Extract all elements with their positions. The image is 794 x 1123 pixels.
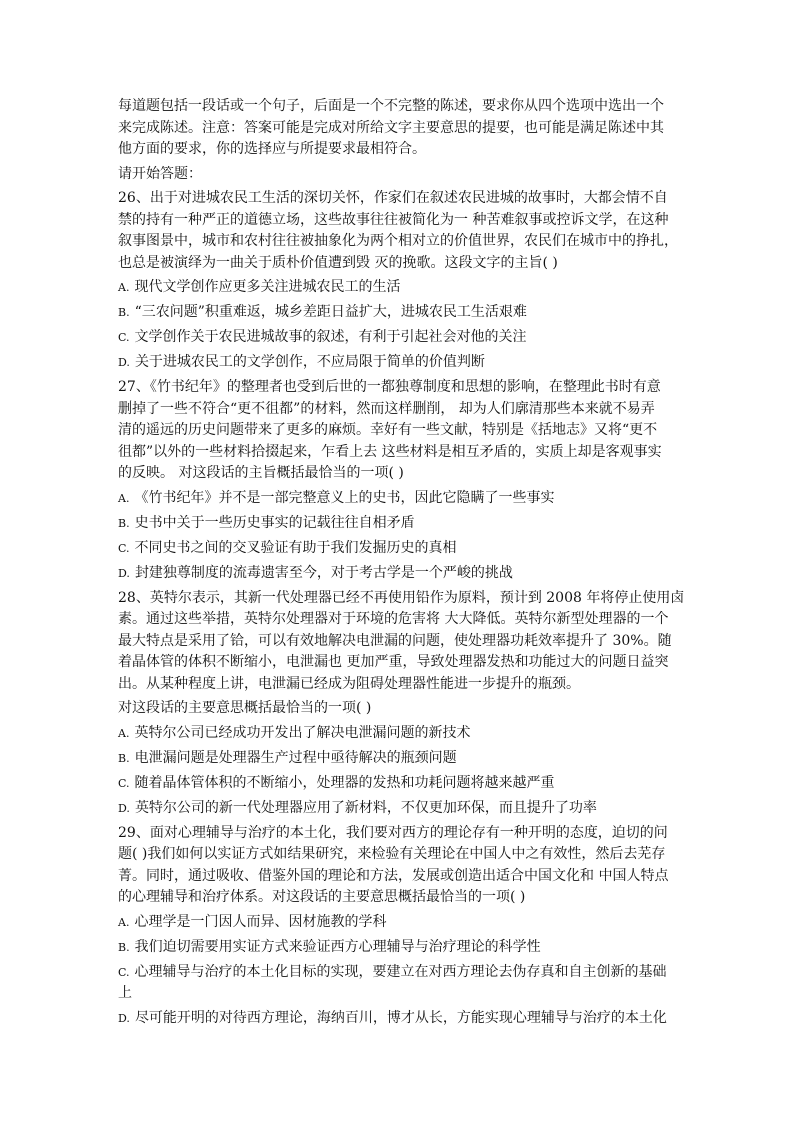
question-29 [118, 823, 678, 1030]
option-d [118, 1008, 678, 1030]
option-c [118, 538, 678, 560]
instructions-line: 来完成陈述。注意：答案可能是完成对所给文字主要意思的提要，也可能是满足陈述中其 [118, 119, 664, 136]
stem-line: 素。通过这些举措，英特尔处理器对于环境的危害将 大大降低。英特尔新型处理器的一个 [118, 611, 669, 627]
option-letter: C. [118, 331, 130, 344]
stem-line: 26、出于对进城农民工生活的深切关怀，作家们在叙述农民进城的故事时，大都会情不自 [118, 190, 668, 206]
stem-line: 的心理辅导和治疗体系。对这段话的主要意思概括最恰当的一项( ) [118, 889, 526, 905]
question-stem [118, 377, 678, 485]
option-text: 史书中关于一些历史事实的记载往往自相矛盾 [134, 514, 415, 531]
stem-line: 28、英特尔表示，其新一代处理器已经不再使用铅作为原料，预计到 2008 年将停止使用卤 [118, 589, 685, 606]
option-text: 电泄漏问题是处理器生产过程中亟待解决的瓶颈问题 [134, 749, 457, 766]
stem-line: 29、面对心理辅导与治疗的本土化，我们要对西方的理论存有一种开明的态度，迫切的问 [118, 824, 668, 841]
document-page [118, 96, 685, 1033]
stem-line: 27、《竹书纪年》的整理者也受到后世的一都独尊制度和思想的影响，在整理此书时有意 [118, 379, 661, 395]
option-text: 关于进城农民工的文学创作，不应局限于简单的价值判断 [134, 354, 485, 370]
option-letter: B. [118, 751, 130, 765]
option-c [118, 773, 678, 795]
option-b [118, 513, 678, 535]
option-b [118, 748, 678, 770]
option-letter: D. [118, 1012, 130, 1025]
option-text: 现代文学创作应更多关注进城农民工的生活 [134, 279, 401, 295]
stem-line: 徂都”以外的一些材料拾掇起来，乍看上去 这些材料是相互矛盾的，实质上却是客观事实 [118, 443, 662, 460]
option-a [118, 912, 678, 934]
option-letter: A. [118, 726, 130, 740]
option-letter: D. [118, 356, 130, 369]
question-26 [118, 188, 678, 374]
option-text: 尽可能开明的对待西方理论，海纳百川，博才从长，方能实现心理辅导与治疗的本土化 [134, 1010, 667, 1026]
option-text: 心理学是一门因人而异、因材施教的学科 [134, 913, 387, 930]
option-text: 封建独尊制度的流毒遗害至今，对于考古学是一个严峻的挑战 [134, 564, 513, 581]
option-a [118, 488, 678, 510]
question-stem [118, 188, 678, 274]
question-stem [118, 823, 678, 909]
question-prompt: 对这段话的主要意思概括最恰当的一项( ) [118, 700, 372, 716]
instructions-paragraph [118, 96, 678, 161]
stem-line: 菁。同时，通过吸收、借鉴外国的理论和方法，发展或创造出适合中国文化和 中国人特点 [118, 867, 669, 884]
option-letter: D. [118, 801, 130, 815]
option-d [118, 563, 678, 585]
option-letter: A. [118, 281, 130, 294]
stem-line: 的反映。 对这段话的主旨概括最恰当的一项( ) [118, 465, 404, 481]
option-b [118, 937, 678, 959]
option-a [118, 723, 678, 745]
option-c [118, 962, 678, 1005]
stem-line: 着晶体管的体积不断缩小，电泄漏也 更加严重，导致处理器发热和功能过大的问题日益突 [118, 654, 669, 670]
stem-line: 出。从某种程度上讲，电泄漏已经成为阻碍处理器性能进一步提升的瓶颈。 [118, 675, 580, 692]
start-prompt: 请开始答题： [118, 165, 202, 182]
option-letter: D. [118, 566, 130, 580]
stem-line: 最大特点是采用了铪，可以有效地解决电泄漏的问题，使处理器功耗效率提升了 30%。随 [118, 632, 672, 649]
option-text: 不同史书之间的交叉验证有助于我们发掘历史的真相 [134, 539, 457, 556]
option-letter: B. [118, 516, 130, 530]
option-text: 心理辅导与治疗的本土化目标的实现，要建立在对西方理论去伪存真和自主创新的基础上 [118, 963, 667, 1001]
option-d [118, 352, 678, 374]
option-text: “三农问题”积重难返，城乡差距日益扩大，进城农民工生活艰难 [134, 304, 527, 320]
question-27 [118, 377, 678, 584]
option-text: 随着晶体管体积的不断缩小，处理器的发热和功耗问题将越来越严重 [134, 774, 555, 791]
option-text: 我们迫切需要用实证方式来验证西方心理辅导与治疗理论的科学性 [134, 938, 541, 955]
option-letter: C. [118, 965, 130, 979]
stem-line: 删掉了一些不符合“更不徂都”的材料，然而这样删削， 却为人们廓清那些本来就不易弄 [118, 400, 655, 417]
option-letter: A. [118, 915, 130, 929]
question-28 [118, 588, 685, 820]
instructions-line: 他方面的要求，你的选择应与所提要求最相符合。 [118, 141, 426, 157]
option-c [118, 327, 678, 349]
option-text: 英特尔公司的新一代处理器应用了新材料，不仅更加环保，而且提升了功率 [134, 799, 597, 816]
option-letter: B. [118, 306, 130, 319]
option-a [118, 277, 678, 299]
stem-line: 叙事图景中，城市和农村往往被抽象化为两个相对立的价值世界，农民们在城市中的挣扎， [118, 233, 678, 249]
question-stem [118, 588, 685, 696]
stem-line: 禁的持有一种严正的道德立场，这些故事往往被简化为一 种苦难叙事或控诉文学，在这种 [118, 211, 669, 228]
stem-line: 也总是被演绎为一曲关于质朴价值遭到毁 灭的挽歌。这段文字的主旨( ) [118, 254, 558, 271]
option-letter: C. [118, 541, 130, 555]
stem-line: 题( )我们如何以实证方式如结果研究，来检验有关理论在中国人中之有效性，然后去芜存 [118, 846, 666, 862]
option-b [118, 302, 678, 324]
option-letter: B. [118, 940, 130, 954]
option-d [118, 798, 678, 820]
option-text: 文学创作关于农民进城故事的叙述，有利于引起社会对他的关注 [134, 329, 527, 345]
stem-line: 清的遥远的历史问题带来了更多的麻烦。幸好有一些文献，特别是《括地志》又将“更不 [118, 422, 658, 438]
instructions-line: 每道题包括一段话或一个句子，后面是一个不完整的陈述，要求你从四个选项中选出一个 [118, 98, 664, 114]
option-letter: A. [118, 491, 130, 505]
option-text: 《竹书纪年》并不是一部完整意义上的史书，因此它隐瞒了一些事实 [134, 489, 555, 506]
option-text: 英特尔公司已经成功开发出了解决电泄漏问题的新技术 [134, 724, 471, 741]
option-letter: C. [118, 776, 130, 790]
